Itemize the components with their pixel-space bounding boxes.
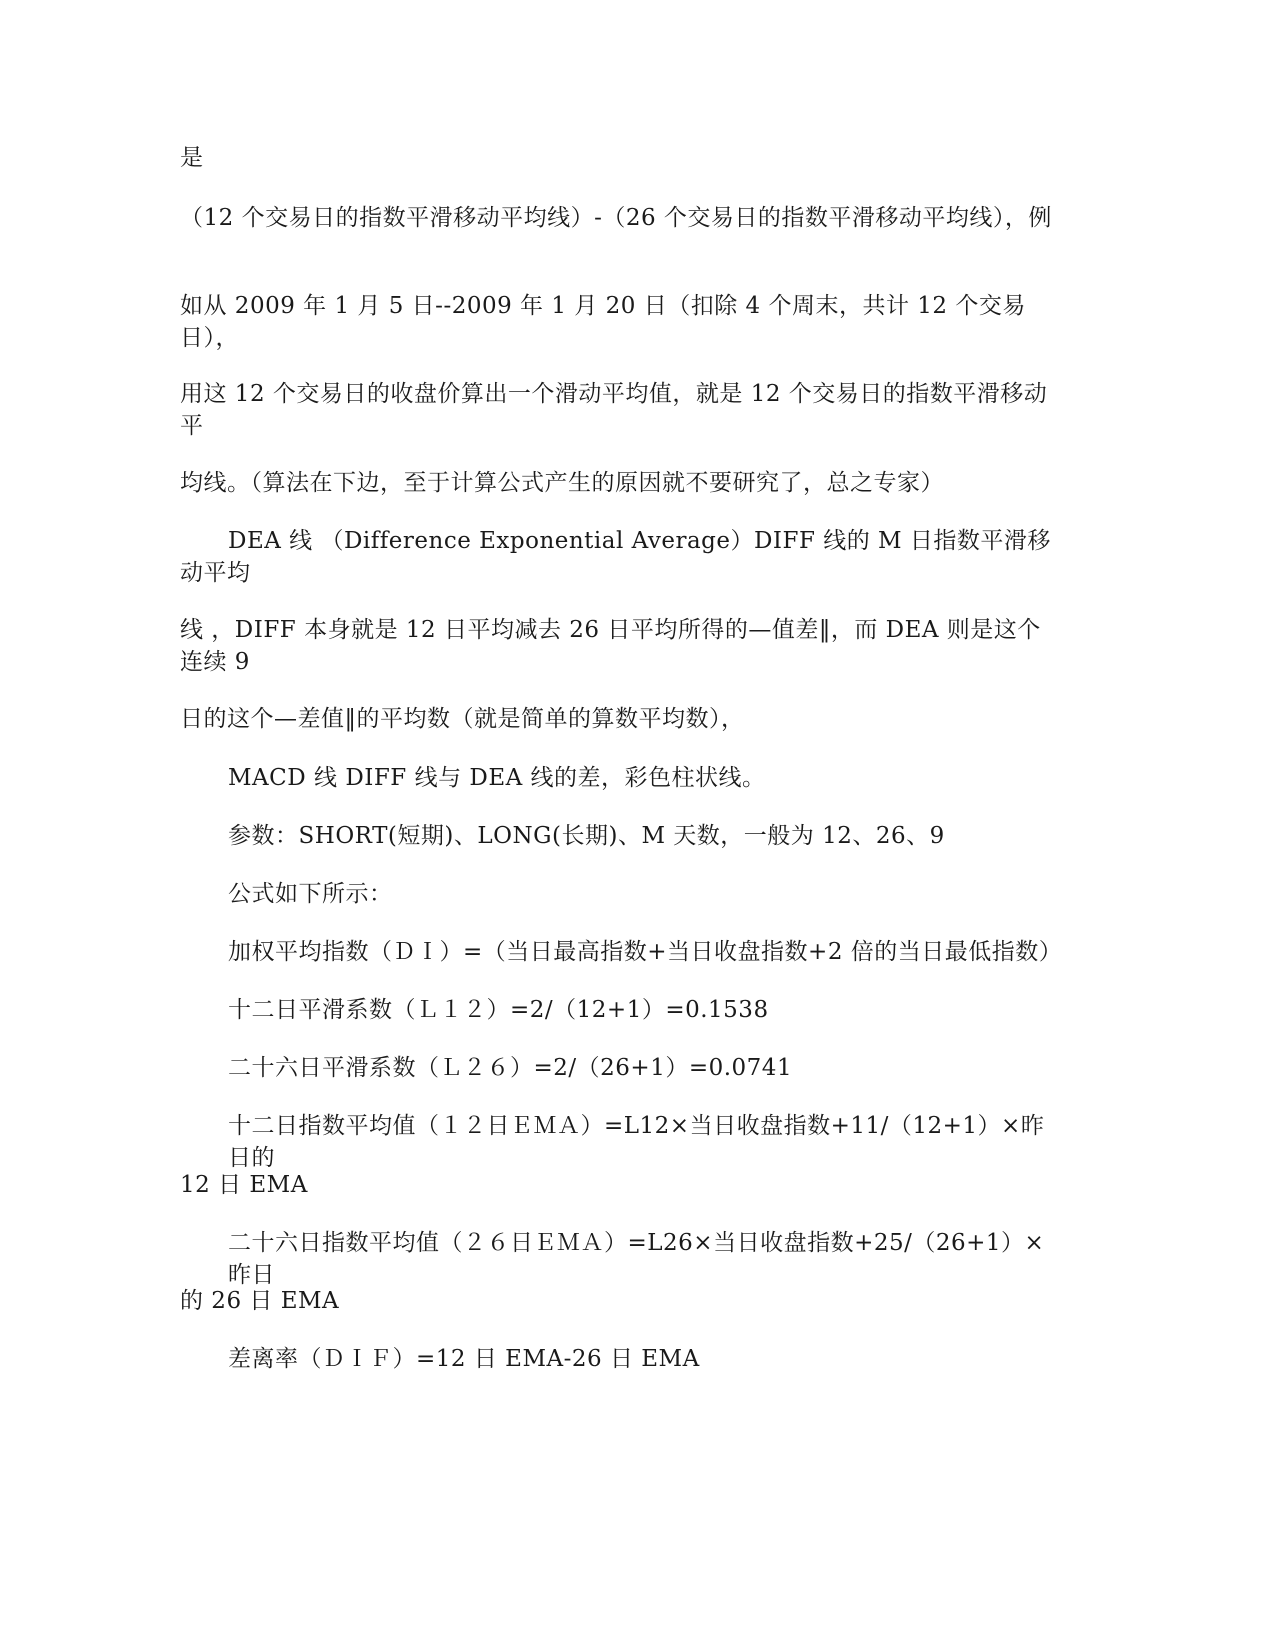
paragraph-line: 公式如下所示：	[228, 881, 393, 907]
paragraph-line: MACD 线 DIFF 线与 DEA 线的差，彩色柱状线。	[228, 765, 766, 791]
paragraph-line: 线 ，DIFF 本身就是 12 日平均减去 26 日平均所得的—值差‖，而 DEA 则是这个连续 9	[180, 617, 1041, 675]
formula-line: 十二日平滑系数（Ｌ１２）=2/（12+1）=0.1538	[228, 997, 769, 1023]
formula-line: 十二日指数平均值（１２日ＥＭＡ）=L12×当日收盘指数+11/（12+1）×昨日的	[228, 1113, 1045, 1171]
formula-line: 二十六日平滑系数（Ｌ２６）=2/（26+1）=0.0741	[228, 1055, 793, 1081]
formula-line: 加权平均指数（ＤＩ）=（当日最高指数+当日收盘指数+2 倍的当日最低指数）	[228, 939, 1063, 965]
formula-line: 12 日 EMA	[180, 1172, 308, 1198]
paragraph-line: 日的这个—差值‖的平均数（就是简单的算数平均数），	[180, 706, 745, 732]
paragraph-line: DEA 线 （Difference Exponential Average）DIFF 线的 M 日指数平滑移动平均	[180, 528, 1051, 586]
paragraph-line: 参数：SHORT(短期)、LONG(长期)、M 天数，一般为 12、26、9	[228, 823, 945, 849]
formula-line: 差离率（ＤＩＦ）=12 日 EMA-26 日 EMA	[228, 1346, 700, 1372]
paragraph-line: （12 个交易日的指数平滑移动平均线）-（26 个交易日的指数平滑移动平均线），例	[180, 205, 1052, 231]
formula-line: 二十六日指数平均值（２６日ＥＭＡ）=L26×当日收盘指数+25/（26+1）×昨日	[228, 1230, 1045, 1288]
paragraph-line: 用这 12 个交易日的收盘价算出一个滑动平均值，就是 12 个交易日的指数平滑移动平	[180, 381, 1048, 439]
paragraph-line: 如从 2009 年 1 月 5 日--2009 年 1 月 20 日（扣除 4 个周末，共计 12 个交易日），	[180, 293, 1026, 351]
paragraph-line: 均线。（算法在下边，至于计算公式产生的原因就不要研究了，总之专家）	[180, 470, 944, 496]
formula-line: 的 26 日 EMA	[180, 1288, 340, 1314]
paragraph-line: 是	[180, 145, 204, 171]
